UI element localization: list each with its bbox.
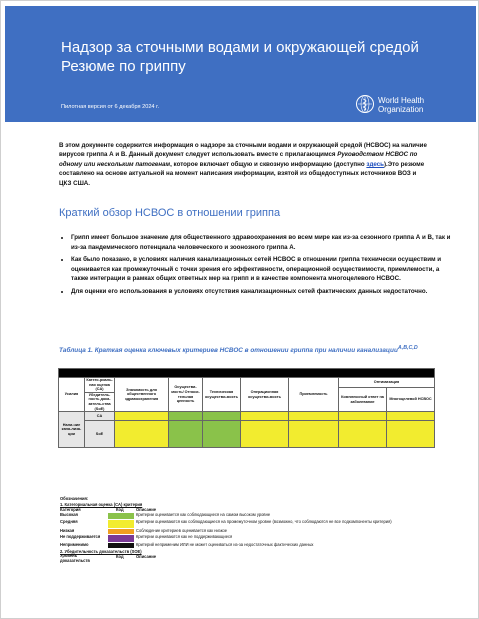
here-link[interactable]: здесь <box>366 160 384 168</box>
soe-multipurpose-cell <box>387 421 435 448</box>
legend-description: Критерии оценивается как соблюдающиеся на самом высоком уровне <box>136 512 271 518</box>
legend-header: Категория Код Описание <box>60 507 157 513</box>
table-row <box>59 421 435 448</box>
legend-category: Низкая <box>60 528 75 534</box>
section-heading: Краткий обзор НСВОС в отношении гриппа <box>59 207 281 219</box>
legend-category: Высокая <box>60 512 78 518</box>
header-band <box>59 369 435 378</box>
legend-category: Не поддерживается <box>60 534 101 540</box>
soe-label: SoE <box>85 421 115 448</box>
list-item: • Как было показано, в условиях наличия канализационных сетей НСВОС в отношении гриппа технически осуществим и оценивается как промежуточный с точки зрения его эффективности, операционной осуществимости, приемлемости, а также интеграции в рамках общих ответных мер на грипп и в качестве компонента многоцелевого НСВОС. <box>71 255 451 284</box>
intro-paragraph: В этом документе содержится информация о надзоре за сточными водами и окружающей средой (НСВОС) на наличие вирусов гриппа А и В. Данный документ следует использовать вместе с прилагающимся Руководством НСВОС по одному или нескольким патогенам, которое включает общую и сквозную информацию (доступно здесь).Это резюме составлено на основе актуальной на момент написания информации, взятой из общедоступных источников ВОЗ и ЦКЗ США. <box>59 142 427 187</box>
document-title: Надзор за сточными водами и окружающей средой <box>61 39 419 56</box>
table-row <box>59 412 435 421</box>
legend-description: Соблюдение критериев оценивается как низкое <box>136 528 228 534</box>
ca-significance-cell <box>115 412 169 421</box>
soe-complementary-cell <box>339 421 387 448</box>
table-row <box>59 378 435 388</box>
col-pathogen: Усилия <box>59 378 85 412</box>
col-significance: Значимость для общественного здравоохранения <box>115 378 169 412</box>
legend-description: Критерий неприменим ИЛИ не может оцениваться из-за недостаточных фактических данных <box>136 542 314 548</box>
legend-category: Средняя <box>60 519 78 525</box>
ca-relative-value-cell <box>169 412 203 421</box>
ca-technical-cell <box>203 412 241 421</box>
legend-section-1: 1. Категориальная оценка (CA) критерия <box>60 501 143 507</box>
list-item: • Грипп имеет большое значение для общественного здравоохранения во всем мире как из-за сезонного гриппа А и В, так и из-за пандемического потенциала человеческого и зоонозного гриппа А. <box>71 233 451 252</box>
ca-acceptability-cell <box>289 412 339 421</box>
legend-swatch <box>108 513 134 519</box>
criteria-table <box>58 368 435 448</box>
list-item: • Для оценки его использования в условиях отсутствия канализационных сетей фактических данных недостаточно. <box>71 287 451 297</box>
ca-label: CA <box>85 412 115 421</box>
legend-swatch <box>108 535 134 542</box>
col-acceptability: Приемлемость <box>289 378 339 412</box>
legend-row <box>58 520 434 529</box>
table-header-top <box>59 369 435 378</box>
soe-technical-cell <box>203 421 241 448</box>
col-optimization: Оптимизация <box>339 378 435 388</box>
col-relative-value: Осуществи-мость/ Относи-тельная ценность <box>169 378 203 412</box>
col-multipurpose: Многоцелевой НСВОС <box>387 388 435 412</box>
legend-description: Критерии оцениваются как не поддерживающиеся <box>136 534 233 540</box>
who-emblem-icon <box>355 94 375 114</box>
legend-swatch <box>108 543 134 548</box>
legend-swatch <box>108 529 134 534</box>
legend-title: Обозначения: <box>60 496 89 501</box>
title-banner <box>5 6 476 122</box>
legend-section-2: 2. Убедительность доказательств (SOE) <box>60 548 142 554</box>
soe-acceptability-cell <box>289 421 339 448</box>
summary-bullets <box>59 233 451 300</box>
soe-significance-cell <box>115 421 169 448</box>
col-technical: Техническая осуществи-мость <box>203 378 241 412</box>
ca-operational-cell <box>241 412 289 421</box>
col-complementary: Комплексный ответ на заболевание <box>339 388 387 412</box>
legend <box>58 496 434 563</box>
table-caption: Таблица 1. Краткая оценка ключевых критериев НСВОС в отношении гриппа при наличии канализации$^{A,B,C,D}$ <box>59 345 418 355</box>
legend-description: Критерии оцениваются как соблюдающиеся на промежуточном уровне (возможно, что соблюдаются не все подкомпоненты критерия) <box>136 519 392 525</box>
col-category: Катего-риаль-ная оценка (CA) <box>86 378 113 392</box>
soe-operational-cell <box>241 421 289 448</box>
col-operational: Операционная осуществи-мость <box>241 378 289 412</box>
legend-swatch <box>108 520 134 528</box>
pilot-version-note: Пилотная версия от 6 декабря 2024 г. <box>61 104 160 110</box>
who-name: World Health Organization <box>378 96 425 114</box>
legend-rows <box>58 513 434 549</box>
ca-complementary-cell <box>339 412 387 421</box>
ca-multipurpose-cell <box>387 412 435 421</box>
row-label-sewered: Нали-чие кана-лиза-ции <box>59 412 85 448</box>
document-subtitle: Резюме по гриппу <box>61 58 186 75</box>
col-soe: Убедитель-ность дока-затель-ства (SoE) <box>85 392 115 411</box>
who-logo <box>355 94 445 116</box>
legend-category: Неприменимо <box>60 542 89 548</box>
soe-relative-value-cell <box>169 421 203 448</box>
legend-header-2: Уровень доказательств Код Описание <box>60 553 157 563</box>
